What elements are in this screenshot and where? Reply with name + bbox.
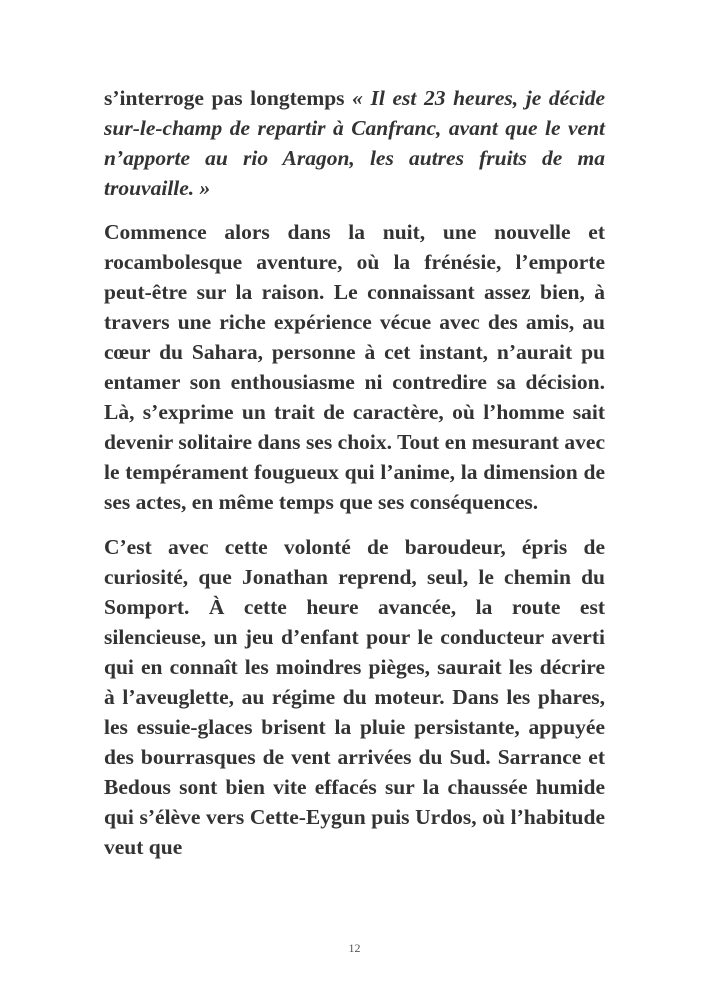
paragraph-3: C’est avec cette volonté de baroudeur, épris de curiosité, que Jonathan reprend, seul, le chemin du Somport. À cette heure avancée, la route est silencieuse, un jeu d’enfant pour le conducteur averti qui en connaît les moindres pièges, saurait les décrire à l’aveuglette, au régime du moteur. Dans les phares, les essuie-glaces brisent la pluie persistante, appuyée des bourrasques de vent arrivées du Sud. Sarrance et Bedous sont bien vite effacés sur la chaussée humide qui s’élève vers Cette-Eygun puis Urdos, où l’habitude veut que	[104, 535, 605, 859]
page-number: 12	[348, 941, 361, 955]
document-page	[104, 83, 605, 862]
paragraph-1-lead: s’interroge pas longtemps	[104, 86, 353, 110]
paragraph-2: Commence alors dans la nuit, une nouvelle et rocambolesque aventure, où la frénésie, l’emporte peut-être sur la raison. Le connaissant assez bien, à travers une riche expérience vécue avec des amis, au cœur du Sahara, personne à cet instant, n’aurait pu entamer son enthousiasme ni contredire sa décision. Là, s’exprime un trait de caractère, où l’homme sait devenir solitaire dans ses choix. Tout en mesurant avec le tempérament fougueux qui l’anime, la dimension de ses actes, en même temps que ses conséquences.	[104, 220, 605, 514]
paragraph-1-quote: « Il est 23 heures, je décide sur-le-champ de repartir à Canfranc, avant que le vent n’apporte au rio Aragon, les autres fruits de ma trouvaille. »	[104, 86, 606, 200]
paragraph-1	[104, 83, 605, 203]
